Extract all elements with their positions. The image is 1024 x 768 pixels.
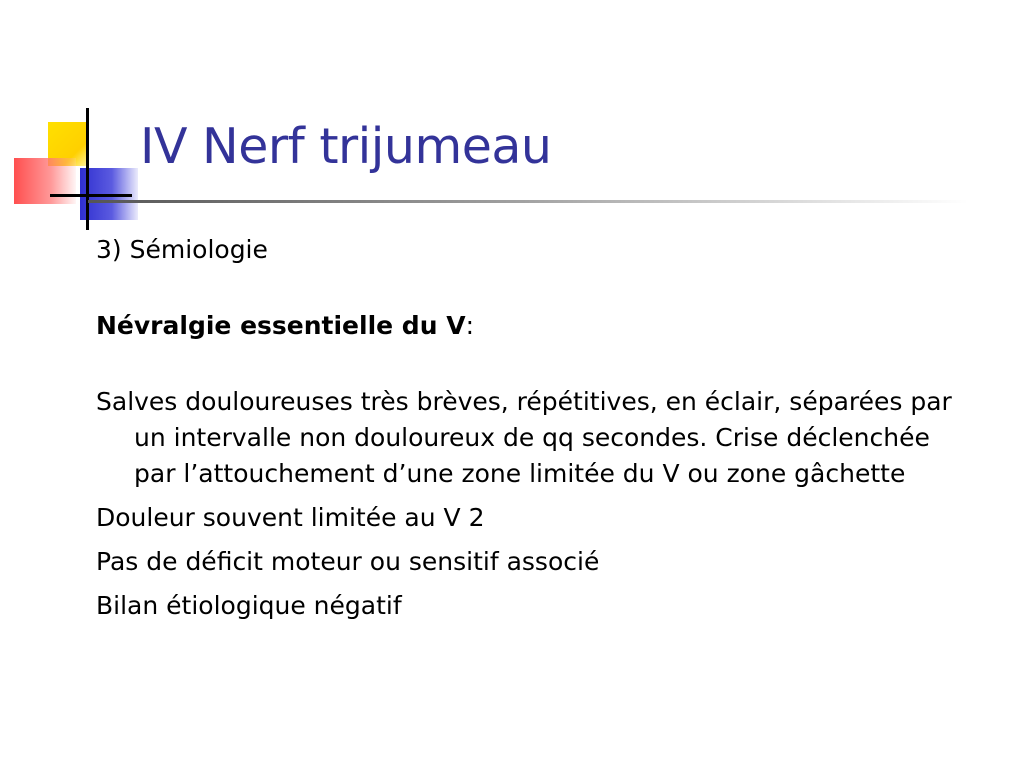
logo-vertical-line	[86, 108, 89, 230]
slide-title: IV Nerf trijumeau	[140, 118, 552, 175]
list-item: Bilan étiologique négatif	[96, 591, 402, 620]
section-heading-text: Névralgie essentielle du V	[96, 311, 466, 340]
list-item: Douleur souvent limitée au V 2	[96, 503, 485, 532]
title-divider	[88, 200, 968, 203]
list-item: Salves douloureuses très brèves, répétitives, en éclair, séparées par un intervalle non douloureux de qq secondes. Crise déclenchée par l’attouchement d’une zone limitée du V ou zone gâchette	[96, 387, 952, 488]
section-heading-colon: :	[465, 311, 474, 340]
slide-body	[96, 232, 956, 624]
slide-logo	[0, 100, 150, 230]
logo-horizontal-line	[50, 194, 132, 197]
logo-red-square	[14, 158, 76, 204]
section-heading	[96, 308, 956, 344]
symptom-list	[96, 384, 956, 624]
section-subtitle: 3) Sémiologie	[96, 235, 268, 264]
list-item: Pas de déficit moteur ou sensitif associé	[96, 547, 600, 576]
